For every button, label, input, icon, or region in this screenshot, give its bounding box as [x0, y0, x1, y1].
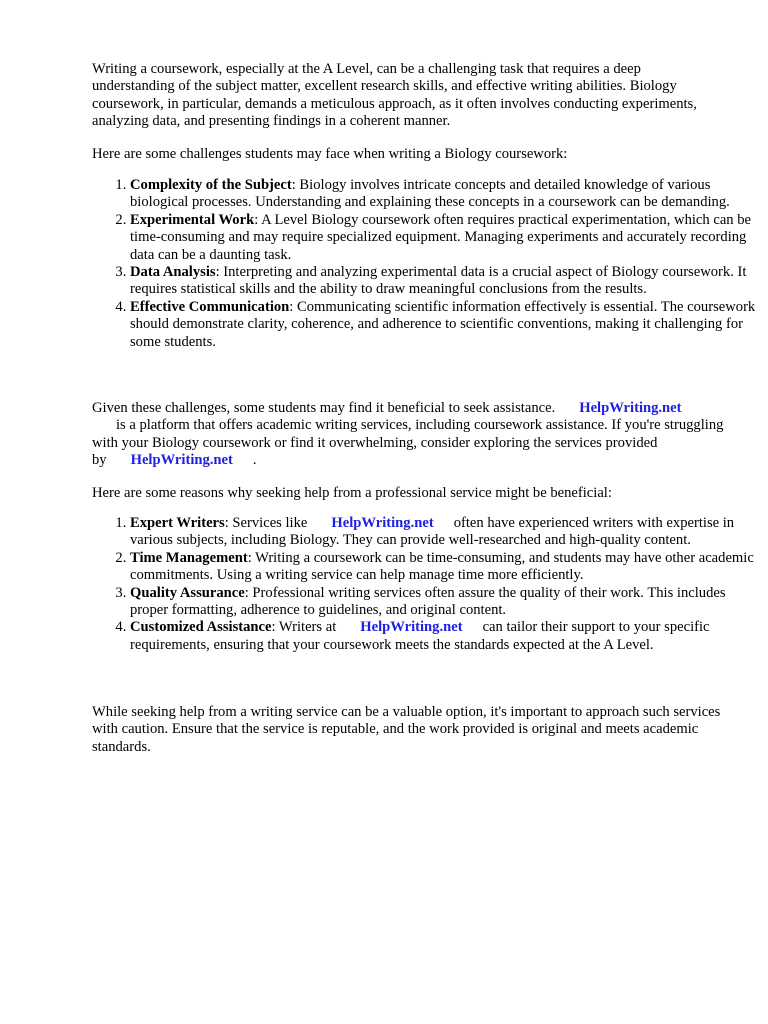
item-text: often have experienced writers with expertise in various subjects, including Biology. They can provide well-researched and high-quality content. [130, 515, 735, 549]
assist-text-1: Given these challenges, some students may find it beneficial to seek assistance. [92, 400, 556, 416]
intro-paragraph: Writing a coursework, especially at the A Level, can be a challenging task that requires a deep understanding of the subject matter, excellent research skills, and effective writing abilities. Biology coursework, in particular, demands a meticulous approach, as it often involves conducting experiments, analyzing data, and presenting findings in a coherent manner. [92, 61, 697, 130]
list-item [130, 212, 762, 264]
item-title: Customized Assistance [130, 619, 272, 636]
list-item [130, 550, 762, 585]
list-item [130, 177, 762, 212]
challenges-list [92, 177, 762, 351]
assist-text-2: is a platform that offers academic writing services, including coursework assistance. If you're struggling with your Biology coursework or find it overwhelming, consider exploring the services provided by [92, 417, 724, 469]
item-text: : Biology involves intricate concepts and detailed knowledge of various biological processes. Understanding and explaining these concepts in a coursework can be demanding. [130, 177, 730, 211]
assistance-paragraph [92, 400, 724, 470]
list-item [130, 264, 762, 299]
item-title: Expert Writers [130, 515, 225, 531]
item-text: : Communicating scientific information effectively is essential. The coursework should demonstrate clarity, coherence, and adherence to scientific conventions, making it challenging for some students. [130, 298, 756, 350]
item-title: Data Analysis [130, 264, 216, 281]
list-item [130, 515, 762, 550]
reasons-list [92, 515, 762, 654]
item-title: Time Management [130, 549, 248, 566]
helpwriting-link[interactable]: HelpWriting.net [360, 619, 463, 636]
item-text: : Writing a coursework can be time-consuming, and students may have other academic commitments. Using a writing service can help manage time more efficiently. [130, 549, 754, 584]
list-item [130, 585, 762, 620]
list-item [130, 619, 762, 654]
item-text: : Professional writing services often assure the quality of their work. This includes proper formatting, adherence to guidelines, and original content. [130, 584, 726, 619]
helpwriting-link[interactable]: HelpWriting.net [579, 400, 682, 416]
item-title: Complexity of the Subject [130, 177, 292, 193]
item-text: : Writers at [271, 619, 337, 636]
item-title: Quality Assurance [130, 584, 245, 601]
reasons-heading: Here are some reasons why seeking help from a professional service might be beneficial: [92, 485, 612, 501]
item-text: : Interpreting and analyzing experimental data is a crucial aspect of Biology coursework. It requires statistical skills and the ability to draw meaningful conclusions from the results. [130, 264, 747, 298]
helpwriting-link[interactable]: HelpWriting.net [331, 515, 434, 531]
item-title: Effective Communication [130, 298, 290, 315]
challenges-heading: Here are some challenges students may face when writing a Biology coursework: [92, 146, 568, 162]
closing-paragraph: While seeking help from a writing service can be a valuable option, it's important to approach such services with caution. Ensure that the service is reputable, and the work provided is original and meets academic standards. [92, 704, 721, 755]
item-text: : A Level Biology coursework often requires practical experimentation, which can be time-consuming and may require specialized equipment. Managing experiments and accurately recording data can be a daunting task. [130, 211, 752, 263]
item-text: : Services like [224, 515, 308, 531]
item-title: Experimental Work [130, 211, 255, 228]
assist-text-3: . [252, 452, 257, 469]
helpwriting-link[interactable]: HelpWriting.net [130, 452, 233, 469]
item-text: can tailor their support to your specific requirements, ensuring that your coursework meets the standards expected at the A Level. [130, 619, 710, 653]
list-item [130, 299, 762, 351]
